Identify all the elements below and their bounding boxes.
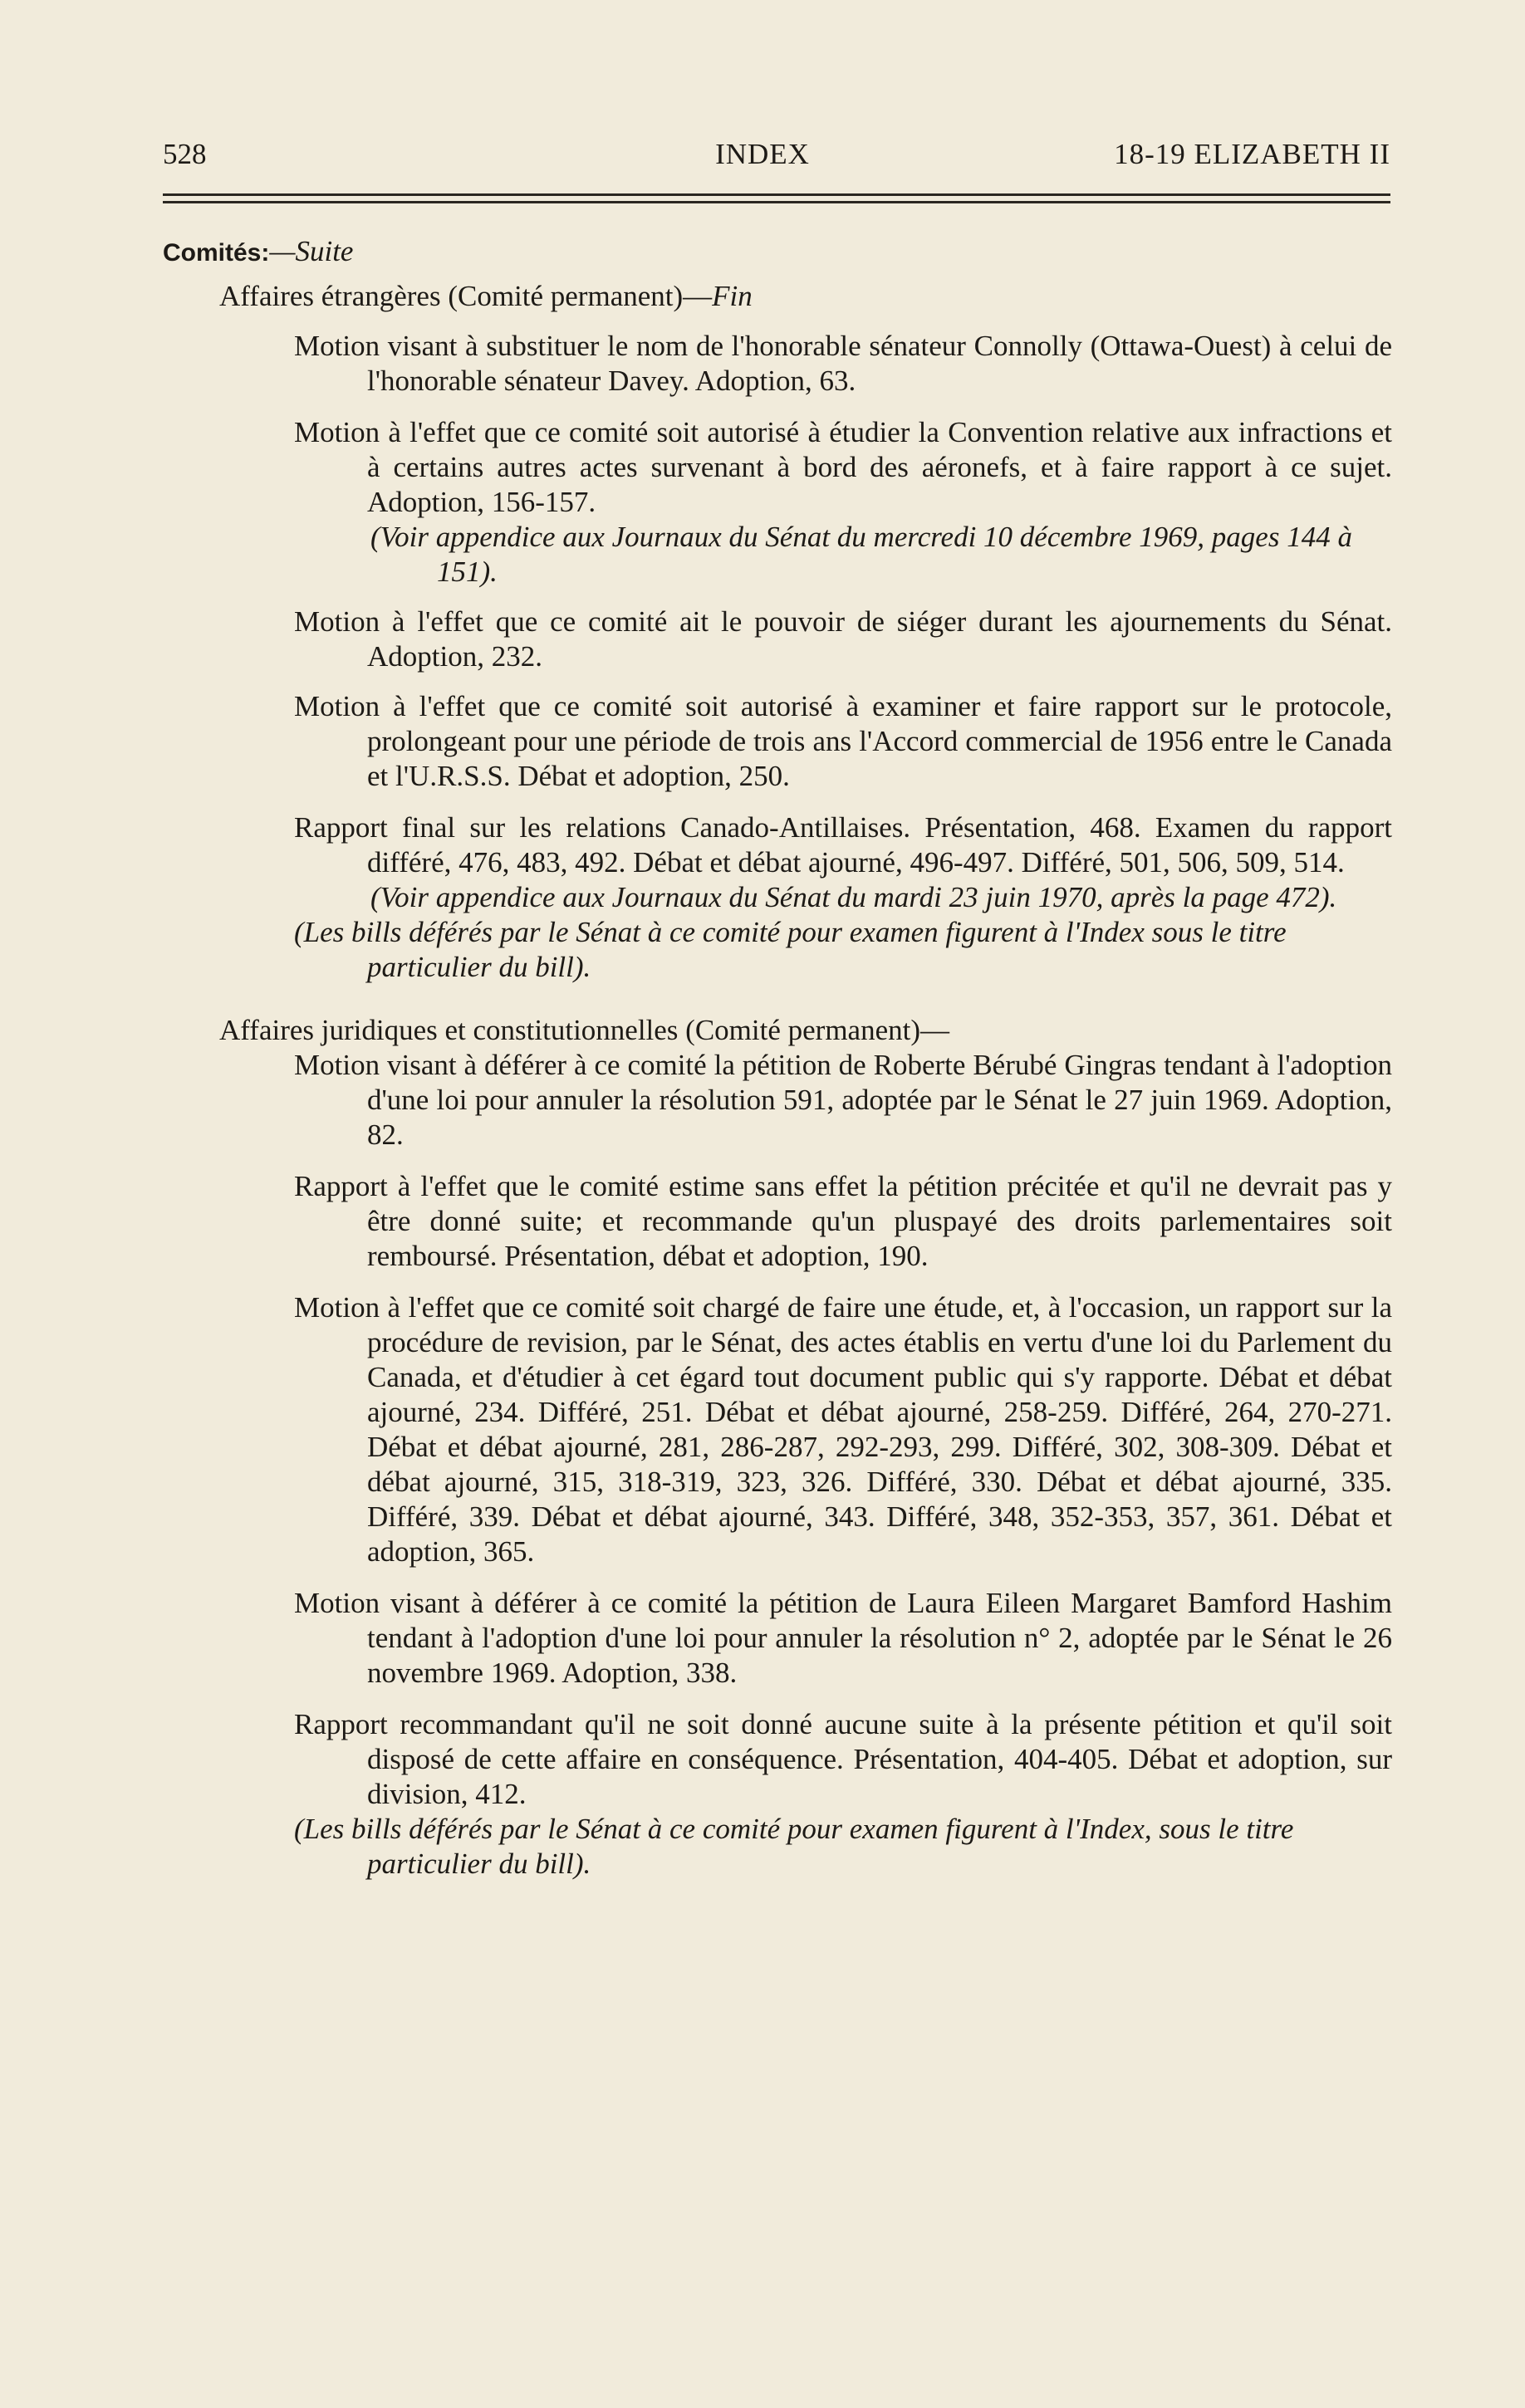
- header-rule-bottom: [163, 201, 1390, 203]
- index-entry: Motion visant à déférer à ce comité la pétition de Roberte Bérubé Gingras tendant à l'adoption d'une loi pour annuler la résolution 591, adoptée par le Sénat le 27 juin 1969. Adoption, 82.: [294, 1049, 1392, 1151]
- appendix-reference: (Voir appendice aux Journaux du Sénat du mardi 23 juin 1970, après la page 472).: [370, 881, 1337, 913]
- index-entry: Motion à l'effet que ce comité soit chargé de faire une étude, et, à l'occasion, un rapport sur la procédure de revision, par le Sénat, des actes établis en vertu d'une loi du Parlement du Canada, et d'étudier à cet égard tout document public qui s'y rapporte. Débat et débat ajourné, 234. Différé, 251. Débat et débat ajourné, 258-259. Différé, 264, 270-271. Débat et débat ajourné, 281, 286-287, 292-293, 299. Différé, 302, 308-309. Débat et débat ajourné, 315, 318-319, 323, 326. Différé, 330. Débat et débat ajourné, 335. Différé, 339. Débat et débat ajourné, 343. Différé, 348, 352-353, 357, 361. Débat et adoption, 365.: [294, 1291, 1392, 1568]
- index-entry: Rapport à l'effet que le comité estime sans effet la pétition précitée et qu'il ne devrait pas y être donné suite; et recommande qu'un pluspayé des droits parlementaires soit remboursé. Présentation, débat et adoption, 190.: [294, 1170, 1392, 1272]
- index-entry: Motion à l'effet que ce comité soit autorisé à examiner et faire rapport sur le protocole, prolongeant pour une période de trois ans l'Accord commercial de 1956 entre le Canada et l'U.R.S.S. Débat et adoption, 250.: [294, 690, 1392, 792]
- running-header: [0, 138, 1525, 179]
- subsection-title: Affaires étrangères (Comité permanent)—Fin: [219, 280, 753, 312]
- heading-suffix: —Suite: [269, 235, 354, 267]
- page-number: 528: [163, 138, 207, 170]
- index-entry: Rapport recommandant qu'il ne soit donné aucune suite à la présente pétition et qu'il soit disposé de cette affaire en conséquence. Présentation, 404-405. Débat et adoption, sur division, 412.: [294, 1708, 1392, 1810]
- index-entry: Motion visant à substituer le nom de l'honorable sénateur Connolly (Ottawa-Ouest) à celui de l'honorable sénateur Davey. Adoption, 63.: [294, 330, 1392, 397]
- header-rule-top: [163, 193, 1390, 196]
- subsection-title-suffix: Fin: [712, 280, 753, 312]
- index-entry: Motion visant à déférer à ce comité la pétition de Laura Eileen Margaret Bamford Hashim tendant à l'adoption d'une loi pour annuler la résolution n° 2, adoptée par le Sénat le 26 novembre 1969. Adoption, 338.: [294, 1587, 1392, 1689]
- index-heading: [163, 234, 1392, 271]
- bills-note: (Les bills déférés par le Sénat à ce comité pour examen figurent à l'Index sous le titre particulier du bill).: [294, 916, 1287, 983]
- subsection-title: Affaires juridiques et constitutionnelles (Comité permanent)—: [219, 1014, 949, 1046]
- heading-title: Comités:: [163, 239, 270, 267]
- bills-note: (Les bills déférés par le Sénat à ce comité pour examen figurent à l'Index, sous le titre particulier du bill).: [294, 1813, 1294, 1880]
- appendix-reference: (Voir appendice aux Journaux du Sénat du mercredi 10 décembre 1969, pages 144 à 151).: [370, 521, 1352, 588]
- section-title: INDEX: [715, 138, 810, 170]
- index-entry: Motion à l'effet que ce comité ait le pouvoir de siéger durant les ajournements du Sénat. Adoption, 232.: [294, 605, 1392, 673]
- index-body: [163, 234, 1392, 1882]
- volume-label: 18-19 ELIZABETH II: [1114, 138, 1390, 170]
- index-entry: Motion à l'effet que ce comité soit autorisé à étudier la Convention relative aux infractions et à certains autres actes survenant à bord des aéronefs, et à faire rapport à ce sujet. Adoption, 156-157.: [294, 416, 1392, 518]
- index-entry: Rapport final sur les relations Canado-Antillaises. Présentation, 468. Examen du rapport différé, 476, 483, 492. Débat et débat ajourné, 496-497. Différé, 501, 506, 509, 514.: [294, 811, 1392, 879]
